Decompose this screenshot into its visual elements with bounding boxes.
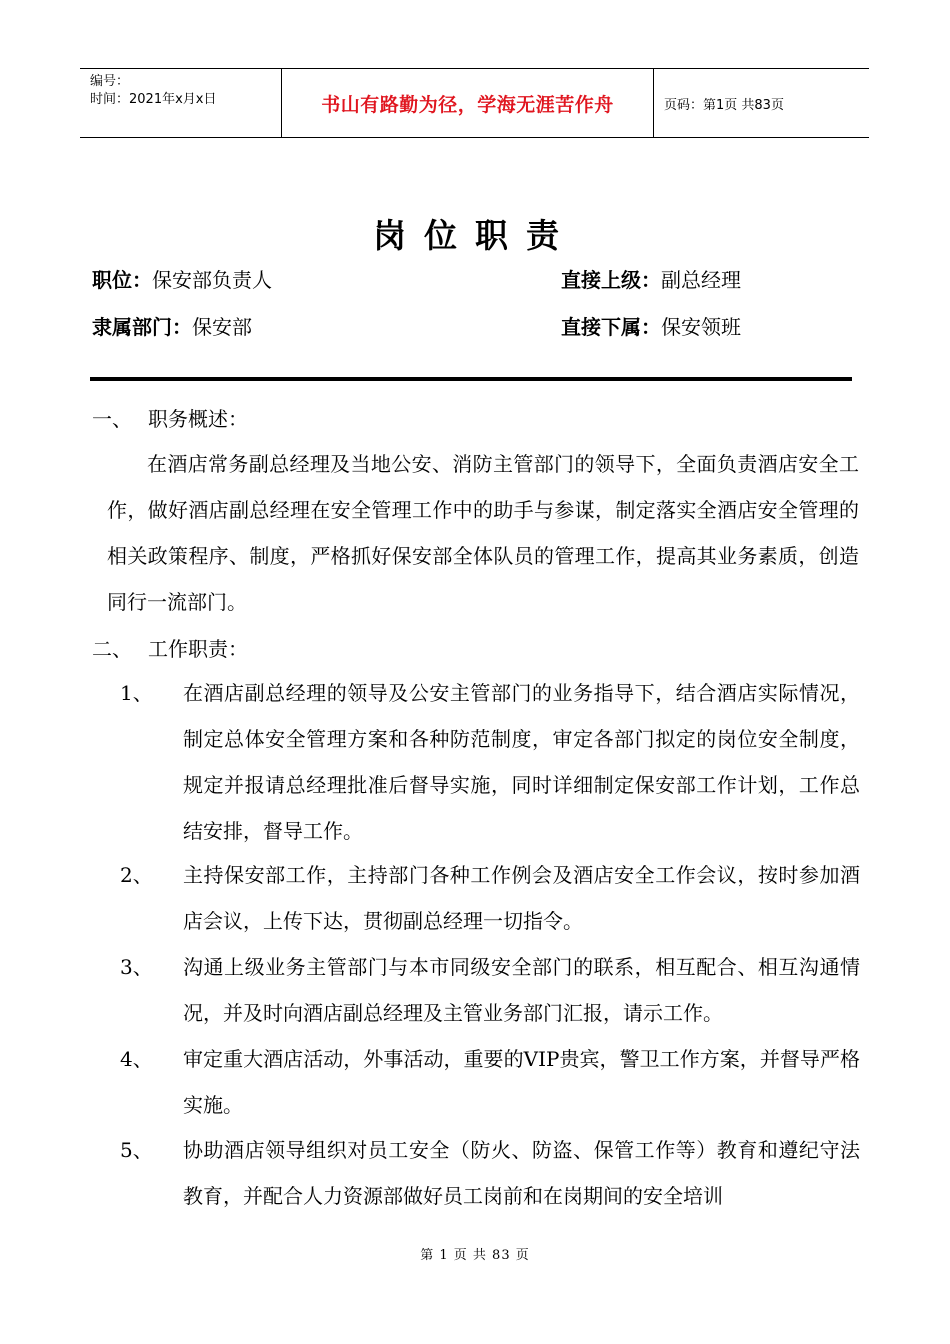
duty-number: 3、 (120, 955, 153, 979)
section-number: 二、 (92, 637, 132, 661)
header-page-code: 页码：第1页 共83页 (664, 97, 784, 113)
department-value: 保安部 (192, 315, 252, 339)
duty-text: 在酒店副总经理的领导及公安主管部门的业务指导下，结合酒店实际情况，制定总体安全管理方案和各种防范制度，审定各部门拟定的岗位安全制度，规定并报请总经理批准后督导实施，同时详细制定保安部工作计划，工作总结安排，督导工作。 (183, 681, 860, 843)
page-footer: 第 1 页 共 83 页 (420, 1248, 530, 1263)
duty-item (120, 944, 860, 1036)
divider-rule (90, 377, 852, 381)
subordinate-field (561, 312, 741, 342)
duty-text: 协助酒店领导组织对员工安全（防火、防盗、保管工作等）教育和遵纪守法教育，并配合人力资源部做好员工岗前和在岗期间的安全培训 (183, 1138, 860, 1208)
section-title: 工作职责： (148, 637, 248, 661)
section-heading (92, 404, 248, 434)
duty-item (120, 1127, 860, 1219)
header-meta (80, 69, 282, 137)
superior-label: 直接上级： (561, 268, 661, 292)
page-header (80, 68, 869, 138)
position-value: 保安部负责人 (152, 268, 272, 292)
position-label: 职位： (92, 268, 152, 292)
subordinate-label: 直接下属： (561, 315, 661, 339)
superior-value: 副总经理 (661, 268, 741, 292)
section-title: 职务概述： (148, 407, 248, 431)
subordinate-value: 保安领班 (661, 315, 741, 339)
department-field (92, 312, 252, 342)
overview-paragraph: 在酒店常务副总经理及当地公安、消防主管部门的领导下，全面负责酒店安全工作，做好酒店副总经理在安全管理工作中的助手与参谋，制定落实全酒店安全管理的相关政策程序、制度，严格抓好保安部全体队员的管理工作，提高其业务素质，创造同行一流部门。 (107, 452, 859, 614)
section-number: 一、 (92, 407, 132, 431)
department-label: 隶属部门： (92, 315, 192, 339)
duty-text: 沟通上级业务主管部门与本市同级安全部门的联系，相互配合、相互沟通情况，并及时向酒店副总经理及主管业务部门汇报，请示工作。 (183, 955, 860, 1025)
header-number-label: 编号： (90, 74, 130, 89)
page-title: 岗位职责 (373, 216, 577, 255)
duty-item (120, 1036, 860, 1128)
header-motto: 书山有路勤为径，学海无涯苦作舟 (282, 69, 654, 137)
superior-field (561, 265, 741, 295)
duty-text: 审定重大酒店活动，外事活动，重要的VIP贵宾，警卫工作方案，并督导严格实施。 (183, 1047, 860, 1117)
duty-number: 4、 (120, 1047, 153, 1071)
duty-text: 主持保安部工作，主持部门各种工作例会及酒店安全工作会议，按时参加酒店会议，上传下达，贯彻副总经理一切指令。 (183, 863, 860, 933)
duty-number: 1、 (120, 681, 153, 705)
duty-number: 2、 (120, 863, 153, 887)
position-field (92, 265, 272, 295)
section-heading (92, 634, 248, 664)
duty-number: 5、 (120, 1138, 153, 1162)
duty-item (120, 852, 860, 944)
header-time-label: 时间：2021年x月x日 (90, 92, 217, 107)
duty-item (120, 670, 860, 854)
